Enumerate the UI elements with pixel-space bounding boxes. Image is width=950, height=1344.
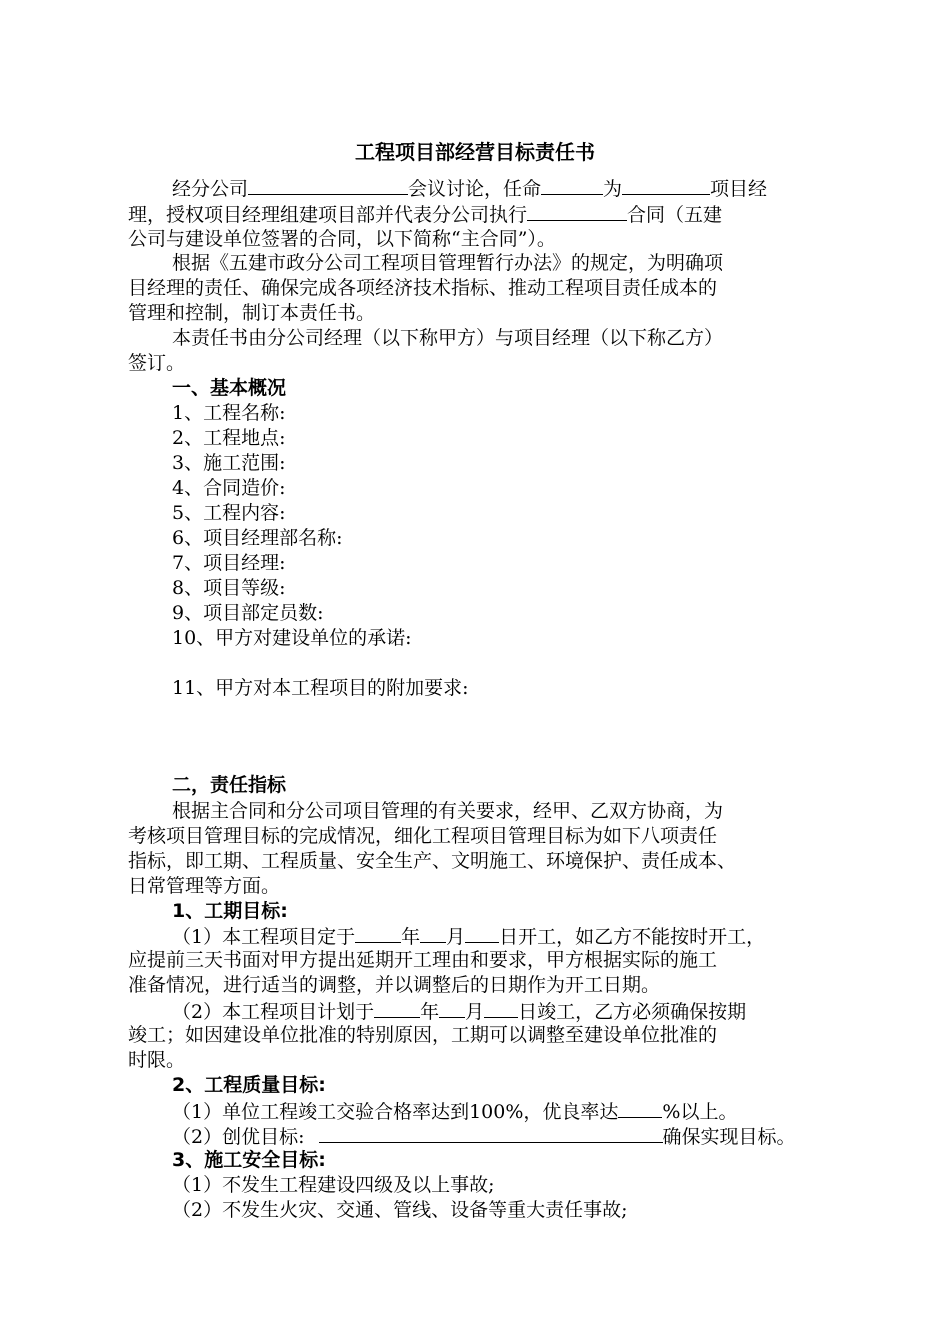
text-segment: （1）本工程项目定于 bbox=[172, 926, 356, 948]
section-heading: 一、基本概况 bbox=[172, 377, 287, 399]
list-item: 1、工程名称: bbox=[172, 402, 286, 424]
paragraph-line: 签订。 bbox=[128, 352, 186, 374]
paragraph-line: 时限。 bbox=[128, 1049, 186, 1071]
paragraph-line: 根据主合同和分公司项目管理的有关要求，经甲、乙双方协商，为 bbox=[172, 800, 724, 822]
paragraph-line: 应提前三天书面对甲方提出延期开工理由和要求，甲方根据实际的施工 bbox=[128, 949, 718, 971]
text-segment: 年 bbox=[401, 926, 421, 948]
paragraph-line: 目经理的责任、确保完成各项经济技术指标、推动工程项目责任成本的 bbox=[128, 277, 718, 299]
day-blank[interactable] bbox=[465, 922, 499, 943]
text-segment: 日竣工，乙方必须确保按期 bbox=[518, 1001, 747, 1023]
section-heading: 二，责任指标 bbox=[172, 774, 287, 796]
paragraph-line: 指标，即工期、工程质量、安全生产、文明施工、环境保护、责任成本、 bbox=[128, 850, 737, 872]
percentage-blank[interactable] bbox=[618, 1097, 662, 1118]
list-item: 10、甲方对建设单位的承诺: bbox=[172, 627, 412, 649]
fill-in-blank[interactable] bbox=[622, 174, 710, 195]
month-blank[interactable] bbox=[420, 922, 446, 943]
list-item: 9、项目部定员数: bbox=[172, 602, 324, 624]
year-blank[interactable] bbox=[355, 922, 401, 943]
year-blank[interactable] bbox=[374, 997, 420, 1018]
text-segment: 月 bbox=[465, 1001, 485, 1023]
text-segment: 合同（五建 bbox=[627, 204, 723, 226]
paragraph-line: 竣工；如因建设单位批准的特别原因，工期可以调整至建设单位批准的 bbox=[128, 1024, 718, 1046]
paragraph-line bbox=[172, 922, 765, 950]
text-segment: （2）创优目标: bbox=[172, 1126, 305, 1148]
paragraph-line: 管理和控制，制订本责任书。 bbox=[128, 302, 376, 324]
fill-in-blank[interactable] bbox=[541, 174, 603, 195]
text-segment: 理，授权项目经理组建项目部并代表分公司执行 bbox=[128, 204, 528, 226]
text-segment: 月 bbox=[446, 926, 466, 948]
list-item: 4、合同造价: bbox=[172, 477, 286, 499]
list-item: 2、工程地点: bbox=[172, 427, 286, 449]
text-segment: 日开工，如乙方不能按时开工， bbox=[499, 926, 766, 948]
paragraph-line: 公司与建设单位签署的合同，以下简称“主合同”）。 bbox=[128, 228, 556, 250]
paragraph-line bbox=[172, 997, 746, 1025]
paragraph-line bbox=[128, 200, 722, 228]
paragraph-line bbox=[172, 1122, 796, 1150]
fill-in-blank[interactable] bbox=[248, 174, 408, 195]
subsection-heading: 3、施工安全目标: bbox=[172, 1149, 326, 1171]
day-blank[interactable] bbox=[484, 997, 518, 1018]
paragraph-line: 考核项目管理目标的完成情况，细化工程项目管理目标为如下八项责任 bbox=[128, 825, 718, 847]
subsection-heading: 2、工程质量目标: bbox=[172, 1074, 326, 1096]
list-item: 8、项目等级: bbox=[172, 577, 286, 599]
text-segment: （1）单位工程竣工交验合格率达到100%，优良率达 bbox=[172, 1101, 619, 1123]
list-item: 3、施工范围: bbox=[172, 452, 286, 474]
paragraph-line: 准备情况，进行适当的调整，并以调整后的日期作为开工日期。 bbox=[128, 974, 661, 996]
paragraph-line bbox=[172, 174, 767, 202]
fill-in-blank[interactable] bbox=[319, 1122, 663, 1143]
list-item: 11、甲方对本工程项目的附加要求: bbox=[172, 677, 469, 699]
paragraph-line bbox=[172, 1097, 737, 1125]
list-item: 6、项目经理部名称: bbox=[172, 527, 343, 549]
paragraph-line: （1）不发生工程建设四级及以上事故; bbox=[172, 1174, 495, 1196]
text-segment: 会议讨论，任命 bbox=[408, 178, 542, 200]
text-segment: %以上。 bbox=[662, 1101, 738, 1123]
paragraph-line: 本责任书由分公司经理（以下称甲方）与项目经理（以下称乙方） bbox=[172, 327, 724, 349]
paragraph-line: 根据《五建市政分公司工程项目管理暂行办法》的规定，为明确项 bbox=[172, 252, 724, 274]
paragraph-line: （2）不发生火灾、交通、管线、设备等重大责任事故; bbox=[172, 1199, 628, 1221]
subsection-heading: 1、工期目标: bbox=[172, 900, 288, 922]
list-item: 5、工程内容: bbox=[172, 502, 286, 524]
list-item: 7、项目经理: bbox=[172, 552, 286, 574]
text-segment: 确保实现目标。 bbox=[662, 1126, 796, 1148]
document-title: 工程项目部经营目标责任书 bbox=[355, 140, 595, 164]
text-segment: （2）本工程项目计划于 bbox=[172, 1001, 375, 1023]
text-segment: 年 bbox=[420, 1001, 440, 1023]
text-segment: 项目经 bbox=[710, 178, 768, 200]
fill-in-blank[interactable] bbox=[527, 200, 627, 221]
text-segment: 经分公司 bbox=[172, 178, 249, 200]
text-segment: 为 bbox=[603, 178, 623, 200]
month-blank[interactable] bbox=[439, 997, 465, 1018]
paragraph-line: 日常管理等方面。 bbox=[128, 875, 281, 897]
